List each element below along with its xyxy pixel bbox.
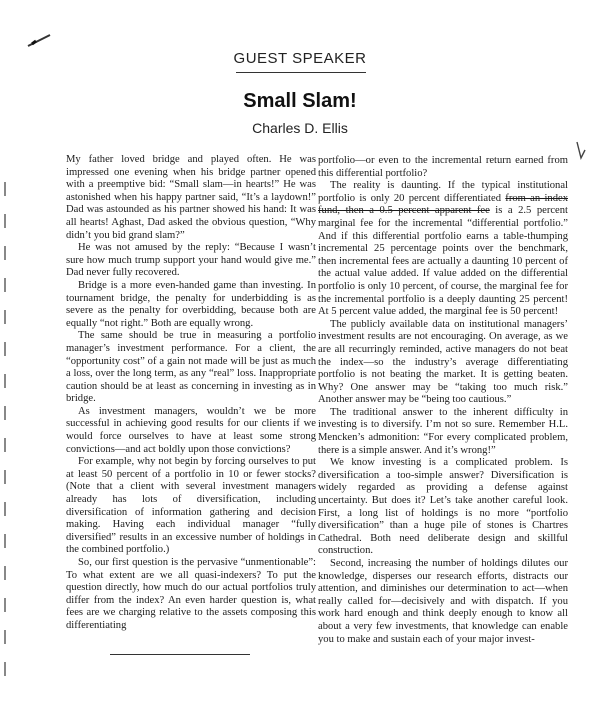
text-run: The reality is daunting. If the typical institutional portfolio is only 20 percent differentiated bbox=[318, 180, 568, 204]
paragraph: The traditional answer to the inherent difficulty in investing is to diversify. I’m not so sure. Remember H.L. Mencken’s admonition: “For every complicated problem, there is a simple answer. And it’s wrong!” bbox=[318, 406, 568, 456]
footnote-rule bbox=[110, 654, 250, 655]
paragraph: For example, why not begin by forcing ourselves to put at least 50 percent of a portfolio in 10 or fewer stocks? (Note that a client with several investment managers already has lots of diversification, including diversification of information gathering and decision making. Having each individual manager “fully diversified” results in an excessive number of holdings in the combined portfolio.) bbox=[66, 456, 316, 556]
section-label: GUEST SPEAKER bbox=[233, 50, 367, 67]
text-run: is a 2.5 percent marginal fee for the incremental “differential portfolio.” And if this differential portfolio earns a table-thumping incremental 25 percentage points over the benchmark, then incremental fees are actually a daunting 10 percent of the actual value added. If value added on the differential portfolio is only 10 percent, of course, the marginal fee for the incremental portfolio is a deeply daunting 25 percent! At 5 percent value added, the marginal fee is 50 percent! bbox=[318, 205, 568, 318]
article-title: Small Slam! bbox=[243, 90, 357, 112]
paragraph: The same should be true in measuring a portfolio manager’s investment performance. For a client, the “opportunity cost” of a gain not made will be just as much a loss, over the long term, as any “real” loss. Inappropriate caution should be at least as concerning in investing as in bridge. bbox=[66, 330, 316, 405]
left-margin-marks bbox=[4, 182, 10, 702]
author-byline: Charles D. Ellis bbox=[252, 120, 348, 136]
left-column bbox=[66, 154, 316, 633]
paragraph: Bridge is a more even-handed game than investing. In tournament bridge, the penalty for underbidding is as severe as the penalty for overbidding, because both are equally “not right.” Both are equally wrong. bbox=[66, 279, 316, 329]
paragraph: The publicly available data on institutional managers’ investment results are not encouraging. On average, as we are all recurringly reminded, active managers do not beat the index—so the industry’s average differentiating portfolio is not beating the market. It is getting beaten. Why? One answer may be “taking too much risk.” Another answer may be “being too cautious.” bbox=[318, 318, 568, 406]
pen-mark-icon bbox=[26, 32, 52, 48]
header-rule bbox=[236, 72, 366, 73]
margin-tick-icon bbox=[574, 140, 588, 162]
paragraph bbox=[318, 180, 568, 319]
paragraph: As investment managers, wouldn’t we be more successful in achieving good results for our clients if we would force ourselves to have at least some strong convictions—and act boldly upon those convictions? bbox=[66, 405, 316, 455]
struck-text: from an index fund, then a 0.5 percent apparent fee bbox=[318, 192, 568, 217]
right-column bbox=[318, 155, 568, 646]
paragraph: He was not amused by the reply: “Because I wasn’t sure how much trump support your hand would give me.” Dad never fully recovered. bbox=[66, 242, 316, 279]
paragraph: We know investing is a complicated problem. Is diversification a too-simple answer? Diversification is widely regarded as providing a defense against uncertainty. But does it? Let’s take another careful look. First, a long list of holdings is no more “portfolio diversification” than a huge pile of stones is Chartres Cathedral. Both need deliberate design and skillful construction. bbox=[318, 457, 568, 557]
paragraph-continuation: portfolio—or even to the incremental return earned from this differential portfolio? bbox=[318, 155, 568, 179]
paragraph: So, our first question is the pervasive “unmentionable”: To what extent are we all quasi-indexers? To put the question directly, how much do our actual portfolios truly differ from the index? An even harder question is, what fees are we charging relative to the assets composing this differentiating bbox=[66, 557, 316, 631]
paragraph: My father loved bridge and played often. He was impressed one evening when his bridge partner opened with a preemptive bid: “Small slam—in hearts!” He was astonished when his happy partner said, “It’s a laydown!” Dad was astounded as his partner showed his hand: It was all hearts! Aghast, Dad asked the obvious question, “Why didn’t you bid grand slam?” bbox=[66, 154, 316, 241]
paragraph: Second, increasing the number of holdings dilutes our knowledge, disperses our research efforts, distracts our attention, and diminishes our determination to act—when really called for—decisively and with dispatch. If you work hard enough and think deeply enough to know all about a very few investments, that knowledge can enable you to make and sustain each of your major invest- bbox=[318, 558, 568, 645]
